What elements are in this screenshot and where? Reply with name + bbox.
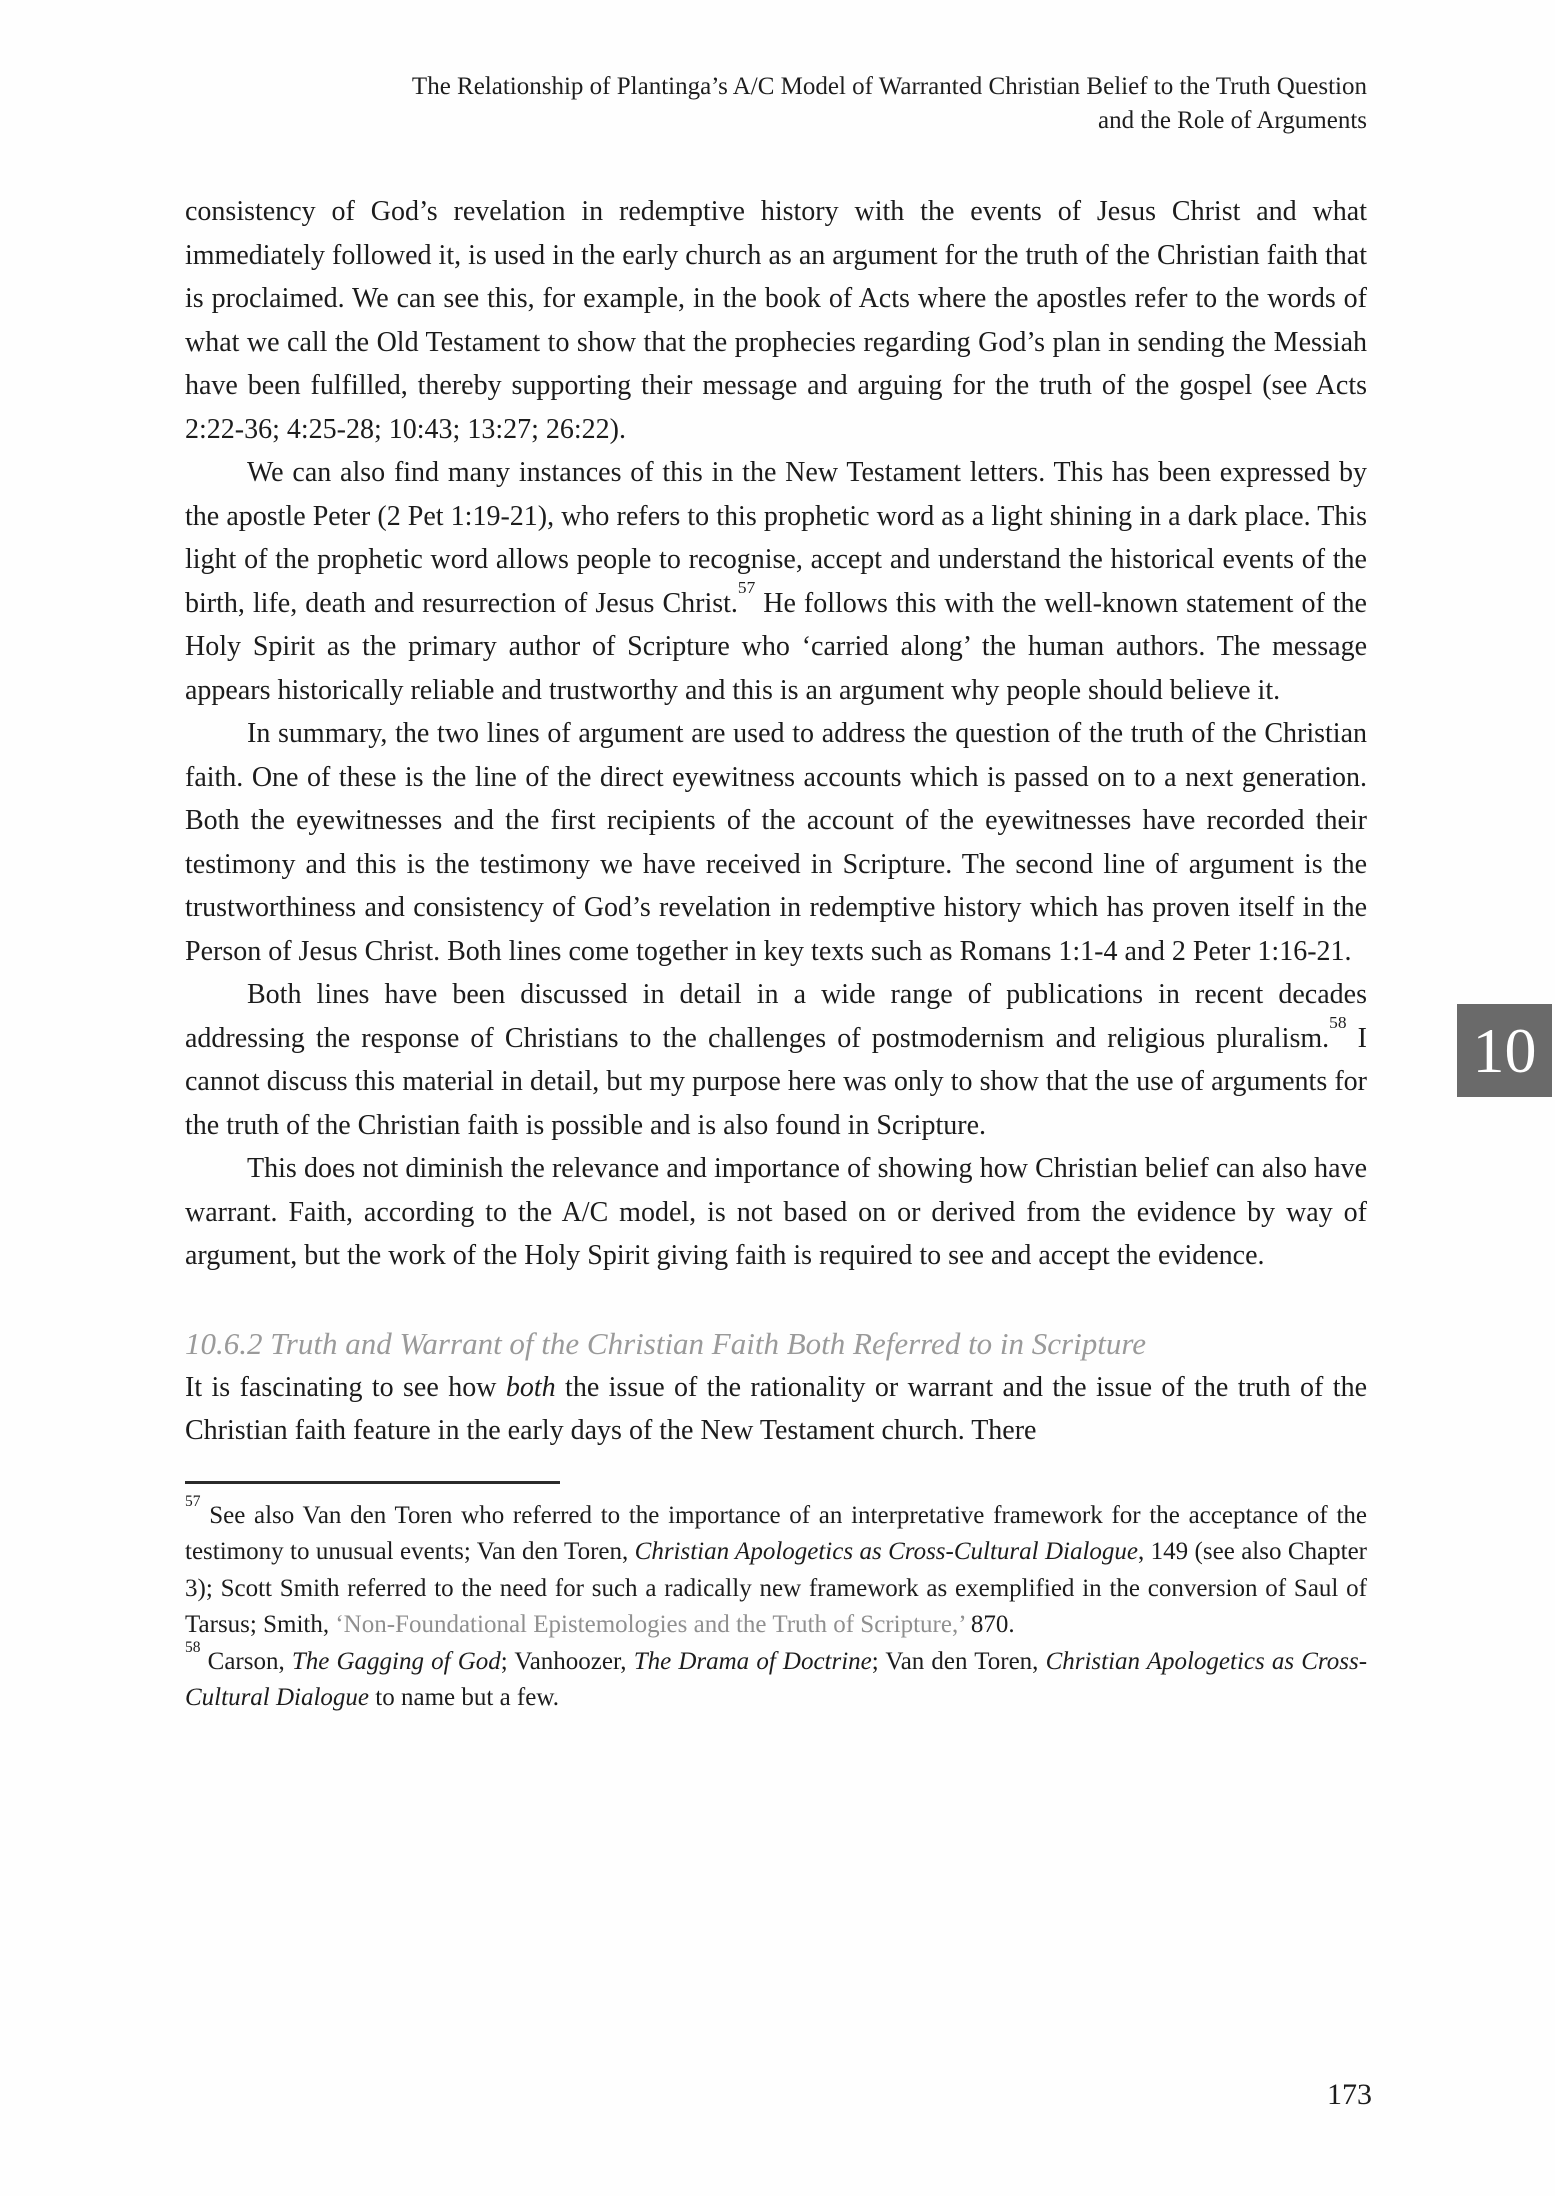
paragraph [185, 190, 1367, 451]
text-run: the issue of the rationality or warrant and the issue of the truth of the Christian faith feature in the early days of the New Testament church. There [185, 1371, 1367, 1446]
section-heading: 10.6.2 Truth and Warrant of the Christian Faith Both Referred to in Scripture [185, 1325, 1147, 1361]
paragraph [185, 1366, 1367, 1453]
text-run: I cannot discuss this material in detail, but my purpose here was only to show that the use of arguments for the truth of the Christian faith is possible and is also found in Scripture. [185, 1022, 1367, 1141]
text-run: , 149 (see also Chapter 3); Scott Smith referred to the need for such a radically new framework as exemplified in the conversion of Saul of Tarsus; Smith, [185, 1538, 1367, 1638]
text-run: 58 [185, 1639, 201, 1657]
paragraph [185, 973, 1367, 1147]
text-run: The Gagging of God [291, 1647, 501, 1675]
footnote [185, 1639, 1368, 1717]
text-run: Christian Apologetics as Cross-Cultural Dialogue [185, 1647, 1368, 1711]
text-run: ; Van den Toren, [871, 1647, 1046, 1675]
text-run: ; Vanhoozer, [500, 1647, 634, 1675]
text-run: consistency of God’s revelation in redemptive history with the events of Jesus Christ and what immediately followed it, is used in the early church as an argument for the truth of the Christian faith that is proclaimed. We can see this, for example, in the book of Acts where the apostles refer to the words of what we call the Old Testament to show that the prophecies regarding God’s plan in sending the Messiah have been fulfilled, thereby supporting their message and arguing for the truth of the gospel (see Acts 2:22-36; 4:25-28; 10:43; 13:27; 26:22). [185, 196, 1367, 445]
paragraph [185, 451, 1367, 712]
text-run: This does not diminish the relevance and importance of showing how Christian belief can also have warrant. Faith, according to the A/C model, is not based on or derived from the evidence by way of argument, but the work of the Holy Spirit giving faith is required to see and accept the evidence. [185, 1153, 1367, 1271]
page-content [185, 70, 1367, 1717]
footnote [185, 1493, 1367, 1644]
text-run: Carson, [200, 1647, 292, 1675]
text-run: to name but a few. [369, 1684, 560, 1711]
running-head-line2: and the Role of Arguments [1098, 107, 1367, 134]
text-run: It is fascinating to see how [185, 1371, 506, 1403]
text-run: both [505, 1371, 556, 1403]
text-run: He follows this with the well-known statement of the Holy Spirit as the primary author of Scripture who ‘carried along’ the human authors. The message appears historically reliable and trustworthy and this is an argument why people should believe it. [185, 587, 1367, 706]
running-head-line1: The Relationship of Plantinga’s A/C Model of Warranted Christian Belief to the Truth Question [411, 73, 1367, 100]
text-run: 57 [185, 1493, 201, 1511]
text-run: 870. [964, 1611, 1015, 1638]
text-run: The Drama of Doctrine [633, 1647, 872, 1675]
page-number: 173 [1327, 2078, 1372, 2111]
text-run: We can also find many instances of this in the New Testament letters. This has been expressed by the apostle Peter (2 Pet 1:19-21), who refers to this prophetic word as a light shining in a dark place. This light of the prophetic word allows people to recognise, accept and understand the historical events of the birth, life, death and resurrection of Jesus Christ. [185, 457, 1367, 619]
paragraph [185, 712, 1367, 973]
body-text [185, 190, 1367, 1278]
text-run: In summary, the two lines of argument are used to address the question of the truth of the Christian faith. One of these is the line of the direct eyewitness accounts which is passed on to a next generation. Both the eyewitnesses and the first recipients of the account of the eyewitnesses have recorded their testimony and this is the testimony we have received in Scripture. The second line of argument is the trustworthiness and consistency of God’s revelation in redemptive history which has proven itself in the Person of Jesus Christ. Both lines come together in key texts such as Romans 1:1-4 and 2 Peter 1:16-21. [185, 718, 1367, 967]
text-run: 57 [737, 578, 756, 598]
citation-link[interactable]: ‘Non-Foundational Epistemologies and the Truth of Scripture,’ [335, 1611, 965, 1638]
text-run: Christian Apologetics as Cross-Cultural Dialogue [634, 1538, 1139, 1565]
footnotes [185, 1481, 1367, 1717]
text-run: Both lines have been discussed in detail in a wide range of publications in recent decades addressing the response of Christians to the challenges of postmodernism and religious pluralism. [185, 979, 1367, 1054]
running-head [185, 70, 1367, 138]
footnote-separator [185, 1481, 560, 1484]
text-run: See also Van den Toren who referred to the importance of an interpretative framework for the acceptance of the testimony to unusual events; Van den Toren, [185, 1501, 1367, 1565]
chapter-tab: 10 [1457, 1004, 1552, 1097]
body-text-after-heading [185, 1366, 1367, 1453]
paragraph [185, 1147, 1367, 1278]
text-run: 58 [1329, 1013, 1347, 1033]
